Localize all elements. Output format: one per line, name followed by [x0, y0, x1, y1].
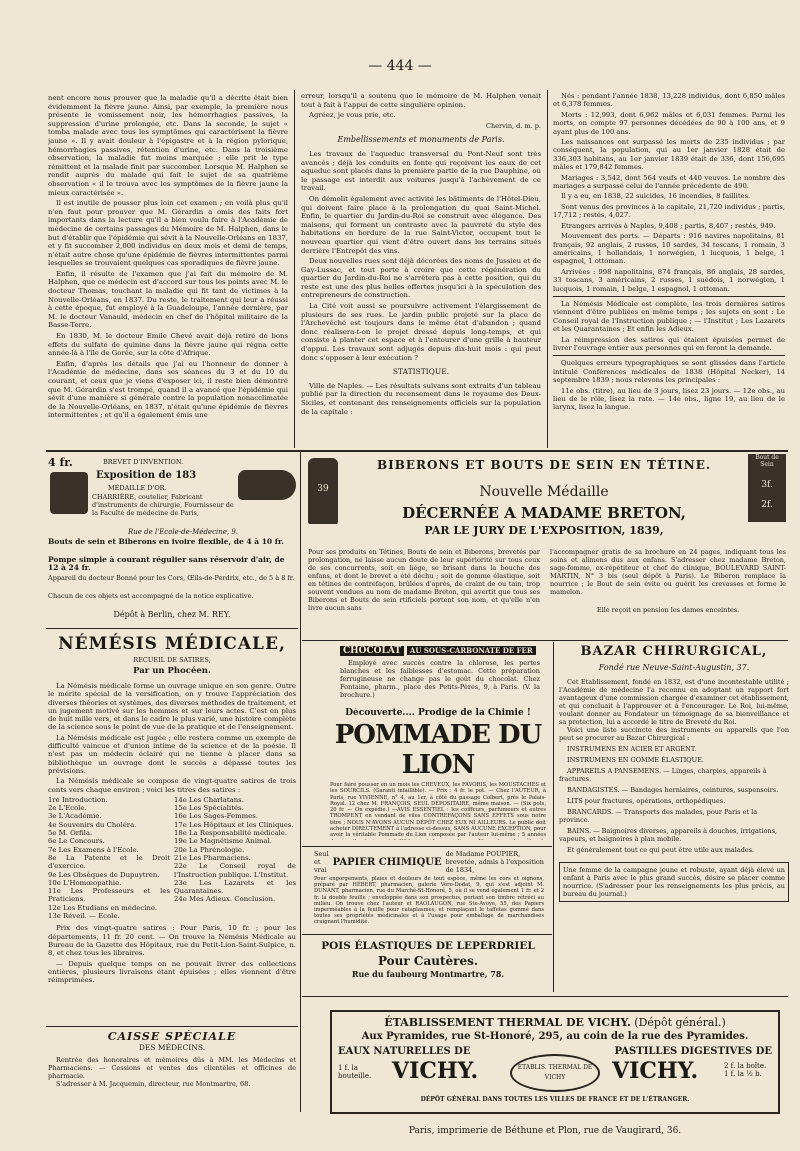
list-item: BRANCARDS. — Transports des malades, pour Paris et la province.: [559, 808, 758, 824]
ad-sub: RECUEIL DE SATIRES,: [133, 656, 211, 664]
list-item: 20e La Phrénologie.: [174, 845, 245, 854]
ad-text: Employé avec succès contre la chlorose, les pertes blanches et les faiblesses d'estomac. Cette préparation ferrugineuse ne change pas le goût du chocolat. Chez Fontaine, pharm., place des Petits-Pères, 9, à Paris. (V. la brochure.): [340, 659, 540, 699]
paragraph: Les naissances ont surpassé les morts de 235 individus ; par conséquent, la population, qui au 1er janvier 1828 était de 336,303 habitans, au 1er janvier 1839 était de 336, dont 156,695 mâles et 179,842 femmes.: [553, 138, 785, 172]
list-item: INSTRUMENS EN GOMME ÉLASTIQUE.: [567, 756, 704, 764]
list-item: LITS pour fractures, opérations, orthopédiques.: [567, 797, 726, 805]
ad-vichy-right: VICHY.: [612, 1058, 699, 1084]
bottle-icon: 39: [308, 458, 338, 524]
ad-nemesis: [48, 632, 296, 1020]
ad-chocolat: [340, 646, 540, 706]
ad-title: CHOCOLAT: [340, 646, 404, 656]
ad-pois: [306, 938, 550, 994]
column-rule: [294, 90, 295, 448]
column-rule: [300, 452, 301, 1112]
ad-title: BIBERONS ET BOUTS DE SEIN EN TÉTINE.: [376, 458, 712, 472]
list-item: 15e Les Spécialités.: [174, 804, 244, 813]
article-column-3: [553, 92, 785, 448]
paragraph: En 1830, M. le docteur Emile Chevé avait déjà retiré de bons effets du sulfate de quinine dans la fièvre jaune qui régna cette année-là à l'île de Gorée, sur la côte d'Afrique.: [48, 332, 288, 358]
paragraph: Mouvement des ports. — Départs : 916 navires napolitains, 81 français, 92 anglais, 2 russes, 10 sardes, 34 toscans, 1 romain, 3 américains, 1 hollandais, 1 norwégien, 1 lucquois, 1 belge, 1 espagnol, 1 ottoman.: [553, 232, 785, 266]
ad-medal: MÉDAILLE D'OR.: [108, 484, 167, 492]
list-item: 14e Les Charlatans.: [174, 795, 244, 804]
ad-right: de Madame POUPIER, brevetée, admis à l'exposition de 1834,: [445, 850, 544, 874]
ad-sub: Fondé rue Neuve-Saint-Augustin, 37.: [598, 663, 750, 672]
satire-list-left: [48, 796, 170, 920]
list-item: INSTRUMENS EN ACIER ET ARGENT.: [567, 745, 697, 753]
ad-text: Rentrée des honoraires et mémoires dûs à MM. les Médecins et Pharmaciens. — Cessions et ventes des clientèles et officines de pharmacie.: [48, 1056, 296, 1080]
article-column-2: [301, 92, 541, 448]
imprint: Paris, imprimerie de Béthune et Plon, rue de Vaugirard, 36.: [408, 1126, 682, 1136]
list-item: 7e Les Examens à l'Ecole.: [48, 845, 139, 854]
ad-disc: Découverte.... Prodige de la Chimie !: [345, 708, 531, 718]
ad-papier: [314, 850, 544, 930]
paragraph: Sont venus des provinces à la capitale, 21,720 individus ; partis, 17,712 ; restés, 4,027.: [553, 202, 785, 220]
ad-title: PAPIER CHIMIQUE: [332, 856, 442, 868]
ad-pastilles: PASTILLES DIGESTIVES DE: [614, 1046, 772, 1057]
bout-de-sein-icon: Bout de Sein 3f. 2f.: [748, 454, 786, 522]
ad-nourrice: Une femme de la campagne jeune et robuste, ayant déjà élevé un enfant à Paris avec le plus grand succès, désire se placer comme nourrice. (S'adresser pour les renseignements les plus précis, au bureau du journal.): [559, 862, 789, 902]
paragraph: — Depuis quelque temps on ne pouvait livrer des collections entières, plusieurs livraisons étant épuisées ; elles viennent d'être réimprimées.: [48, 959, 296, 985]
ad-address: Rue de l'Ecole-de-Médecine, 9.: [128, 528, 239, 536]
article-column-1: [48, 94, 288, 444]
paragraph: Enfin, d'après les détails que j'ai eu l'honneur de donner à l'Académie de médecine, dans ses séances du 3 et du 10 du courant, et ceux que je viens d'exposer ici, il reste bien démontré que M. Gérardin s'est trompé, quand il a avancé que l'épidémie qui sévit d'une manière si générale contre la population nonacclimatée de la Nouvelle-Orléans, en 1837, n'était qu'une épidémie de fièvres intermittentes ; et qu'il a également émis une: [48, 359, 288, 420]
paragraph: Prix des vingt-quatre satires : Pour Paris, 10 fr. ; pour les départements, 11 fr. 20 cent. — On trouve la Némésis Médicale au Bureau de la Gazette des Hôpitaux, rue du Petit-Lion-Saint-Sulpice, n. 8, et chez tous les libraires.: [48, 924, 296, 958]
ad-price: 2 f. la boîte. 1 f. la ½ b.: [724, 1062, 767, 1078]
list-item: 23e Les Lazarets et les Quarantaines.: [174, 878, 296, 896]
feeding-bottle-icon: [238, 470, 296, 500]
ad-text: Elle reçoit en pension les dames enceintes.: [596, 606, 740, 614]
list-item: 19e Le Magnétisme Animal.: [174, 837, 272, 846]
ad-title: NÉMÉSIS MÉDICALE,: [58, 634, 286, 654]
paragraph: Etrangers arrivés à Naples, 9,408 ; partis, 8,407 ; restés, 949.: [561, 221, 776, 230]
ad-decerne: DÉCERNÉE A MADAME BRETON,: [402, 504, 686, 522]
ad-title: ÉTABLISSEMENT THERMAL DE VICHY.: [384, 1016, 631, 1029]
ad-text: Pour engorgements, plaies et douleurs de tout espèce, même les cors et oignons, préparé par HÉBERT, pharmacien, galerie Véro-Dodat, 9, qui s'est adjoint M. DUNANT, pharmacien, rue du Marché-St-Honoré, 5, où il se vend également 1 fr. et 2 fr. la double feuille ; enveloppée dans son prospectus, portant son timbre rétréci au milieu. On trouve chez l'auteur et RAOLAUGON, rue Ste-Avoye, 55, des Papiers imperméables à la feuille pour cataplasmes, et remplaçant le taffetas gommé dans toutes ses propriétés médicinales et à l'usage pour emballage de marchandises craignant l'humidité.: [314, 876, 544, 926]
paragraph: 11e obs. (titre), au lieu de 3 jours, lisez 23 jours. — 12e obs., au lieu de le rôle, lisez la rate. — 14e obs., ligne 19, au lieu de le larynx, lisez la langue.: [553, 386, 785, 412]
list-item: 4e Souvenirs du Choléra.: [48, 820, 137, 829]
paragraph: La réimpression des satires qui étaient épuisées permet de livrer l'ouvrage entier aux personnes qui en feront la demande.: [553, 335, 785, 352]
ad-vichy: [330, 1010, 780, 1114]
paragraph: La Némésis Médicale est complète, les trois dernières satires viennent d'être publiées en même temps ; les sujets en sont : Le Conseil royal de l'Instruction publique ; — l'Institut ; Les Lazarets et les Quarantaines ; Et enfin les Adieux.: [553, 299, 785, 334]
list-item: 16e Les Sages-Femmes.: [174, 812, 258, 821]
ad-text: Cet Etablissement, fondé en 1832, est d'une incontestable utilité ; l'Académie de médecine l'a reconnu en adoptant un rapport fort avantageux d'une commission chargée d'examiner cet établissement, et qui concluait à l'approuver et à l'encourager. Le Roi, lui-même, voulant donner au Fondateur un témoignage de sa bienveillance et sa protection, lui a accordé le titre de Breveté du Roi.: [559, 678, 789, 726]
column-rule: [553, 642, 554, 992]
satire-list-right: [174, 796, 296, 920]
list-item: 17e Les Hôpitaux et les Cliniques.: [174, 820, 294, 829]
ad-title: POMMADE DU LION: [334, 720, 542, 780]
paragraph: La Némésis médicale se compose de vingt-quatre satires de trois cents vers chaque environ ; voici les titres des satires :: [48, 777, 296, 794]
ad-sub: DES MÉDECINS.: [138, 1043, 206, 1052]
list-item: 18e La Responsabilité médicale.: [174, 829, 288, 838]
ad-jury: PAR LE JURY DE L'EXPOSITION, 1839,: [424, 524, 664, 537]
list-item: 10e L'Homœopathie.: [48, 878, 122, 887]
ad-bazar: [559, 644, 789, 992]
paragraph: Deux nouvelles rues sont déjà décorées des noms de Jussieu et de Gay-Lussac, et tout porte à croire que cette régénération du quartier du Jardin-du-Roi ne s'arrêtera pas à cette position, qui du reste est une des plus belles offertes jusqu'ici à la spéculation des entrepreneurs de construction.: [301, 257, 541, 300]
ad-title: POIS ÉLASTIQUES DE LEPERDRIEL: [321, 940, 535, 952]
list-item: Et généralement tout ce qui peut être utile aux malades.: [567, 846, 755, 854]
ad-price: 1 f. la bouteille.: [338, 1064, 372, 1080]
list-item: 24e Mes Adieux. Conclusion.: [174, 895, 276, 904]
paragraph: Ville de Naples. — Les résultats suivans sont extraits d'un tableau publié par la direction du recensement dans le royaume des Deux-Siciles, et contenant des renseignements officiels sur la population de la capitale :: [301, 381, 541, 416]
ad-pommade: [330, 708, 546, 840]
section-rule: [46, 1026, 298, 1027]
section-rule: [302, 640, 788, 641]
column-rule: [547, 90, 548, 448]
paragraph: Il y a eu, en 1838, 22 suicides, 16 incendies, 8 faillites.: [561, 192, 751, 201]
list-item: BANDAGISTES. — Bandages herniaires, ceintures, suspensoirs.: [567, 786, 779, 794]
ad-sub: AU SOUS-CARBONATE DE FER: [407, 646, 536, 655]
paragraph: Arrivées : 998 napolitains, 874 français, 86 anglais, 28 sardes, 33 toscans, 3 américains, 2 russes, 1 suédois, 1 norwégien, 1 lucquois, 1 romain, 1 belge, 1 espagnol, 1 ottoman.: [553, 267, 785, 293]
ad-depot: Dépôt à Berlin, chez M. REY.: [113, 610, 231, 619]
paragraph: La Cité voit aussi se poursuivre activement l'élargissement de plusieurs de ses rues. Le jardin public projeté sur la place de l'Archevêché est toujours dans le même état d'abandon ; quand donc réalisera-t-on le projet dressé depuis long-temps, et qui consiste à planter cet espace et à l'entourer d'une grille à hauteur d'appui. Les travaux sont adjugés depuis dix-huit mois : qui peut donc s'opposer à leur exécution ?: [301, 302, 541, 362]
ad-line: Chacun de ces objets est accompagné de la notice explicative.: [48, 592, 254, 600]
section-rule: [46, 628, 298, 629]
paragraph: Mariages : 3,542, dont 564 veufs et 440 veuves. Le nombre des mariages a surpassé celui de l'année précédente de 490.: [553, 173, 785, 191]
section-rule: [302, 846, 552, 847]
paragraph: Morts : 12,993, dont 6,962 mâles et 6,031 femmes. Parmi les morts, on compte 97 personnes décédées de 90 à 100 ans, et 9 ayant plus de 100 ans.: [553, 110, 785, 136]
list-item: 2e L'Ecole.: [48, 804, 87, 813]
list-item: 1re Introduction.: [48, 795, 108, 804]
list-item: 5e M. Orfila.: [48, 829, 93, 838]
paragraph: Enfin, il résulte de l'examen que j'ai fait du mémoire de M. Halphen, que ce médecin est d'accord sur tous les points avec M. le docteur Thomas, touchant la maladie qui fit tant de victimes à la Nouvelle-Orléans, en 1837. Du reste, le traitement qui leur a réussi à cette époque, fut employé à la Guadeloupe, l'année dernière, par M. le docteur Vanauld, médecin en chef de l'hôpital militaire de la Basse-Terre.: [48, 269, 288, 330]
paragraph: Nés : pendant l'année 1838, 13,228 individus, dont 6,850 mâles et 6,378 femmes.: [553, 92, 785, 109]
ad-eaux: EAUX NATURELLES DE: [338, 1046, 471, 1057]
ad-vichy-left: VICHY.: [392, 1058, 479, 1084]
paragraph: La Némésis médicale forme un ouvrage unique en son genre. Outre le mérite spécial de la versification, on y trouve l'appréciation des diverses théories et systèmes, des diverses méthodes de traitement, et un jugement motivé sur les hommes et sur leurs actes. C'est en plus de huit mille vers, et dans le cadre le plus varié, une histoire complète de la science sous le point de vue de la pratique et de l'enseignement.: [48, 682, 296, 732]
section-rule: [302, 934, 552, 935]
list-item: 12e Les Etudians en médecine.: [48, 903, 158, 912]
paragraph: erreur, lorsqu'il a soutenu que le mémoire de M. Halphen venait tout à fait à l'appui de cette singulière opinion.: [301, 92, 541, 109]
ad-expo: Exposition de 183: [96, 470, 197, 481]
ad-text: Voici une liste succincte des instruments ou appareils que l'on peut se procurer au Bazar Chirurgical :: [559, 726, 789, 742]
ad-text: S'adresser à M. Jacquemin, directeur, rue Montmartre, 68.: [56, 1080, 251, 1088]
paragraph: La Némésis médicale est jugée ; elle restera comme un exemple de difficulté vaincue et d'union intime de la science et de la poésie. Il n'est pas un médecin éclairé qui ne tienne à placer dans sa bibliothèque un ouvrage dont le succès a dépassé toutes les prévisions.: [48, 733, 296, 775]
ad-price: 4 fr.: [48, 456, 73, 469]
paragraph: nent encore nous prouver que la maladie qu'il a décrite était bien évidemment la fièvre jaune. Ainsi, par exemple, la première nous présente le vomissement noir, les hémorrhagies passives, la suppression d'urine prolongée, etc. Dans la seconde, le sujet « tomba malade avec tous les symptômes qui caractérisent la fièvre jaune ». Il y avait douleur à l'épigastre et à la région pylorique, hémorrhagies passives, rétention d'urine, etc. Dans la troisième observation, la maladie fut moins marquée ; elle prit le type rémittent et la malade finit par succomber. Lorsque M. Halphen se rendit auprès du malade qui fait le sujet de sa quatrième observation « il le trouva avec les symptômes de la fièvre jaune la mieux caractérisée ».: [48, 94, 288, 197]
ad-addr: Aux Pyramides, rue St-Honoré, 295, au coin de la rue des Pyramides.: [361, 1031, 749, 1042]
list-item: 22e Le Conseil royal de l'Instruction publique. L'Institut.: [174, 862, 296, 879]
ad-title: BAZAR CHIRURGICAL,: [580, 644, 768, 659]
section-heading: STATISTIQUE.: [392, 367, 450, 377]
list-item: 21e Les Pharmaciens.: [174, 853, 251, 862]
list-item: BAINS. — Baignoires diverses, appareils à douches, irrigations, vapeurs, et baignoires à plan mobile.: [559, 827, 778, 843]
vichy-seal-icon: ETABLIS. THERMAL DE VICHY: [510, 1054, 600, 1092]
section-heading: Embellissements et monuments de Paris.: [337, 135, 505, 145]
list-item: 11e Les Professeurs et les Praticiens.: [48, 887, 170, 904]
signature: Chervin, d. m. p.: [486, 121, 541, 130]
paragraph: On démolit également avec activité les bâtiments de l'Hôtel-Dieu, qui doivent faire place à la prolongation du quai Saint-Michel. Enfin, le quartier du Jardin-du-Roi se construit avec élégance. Des maisons, qui forment un contraste avec la pauvreté du style des habitations en bordure de la rue Saint-Victor, occupent tout le nouveau quartier qui vient d'être ouvert dans les terrains situés derrière l'Entrepôt des vins.: [301, 194, 541, 255]
page-number: — 444 —: [368, 58, 432, 74]
ad-text: l'accompagner gratis de sa brochure en 24 pages, indiquant tous les soins et alimens dus aux enfans. S'adresser chez madame Breton, sage-femme, ex-répétiteur et chef de clinique, BOULEVARD SAINT-MARTIN, N° 3 bis (seul dépôt à Paris). Le Biberon remplace la nourrice ; le Bout de sein évite ou guérit les crevasses et forme le mamelon.: [550, 548, 786, 596]
list-item: 8e La Patente et le Droit d'exercice.: [48, 853, 170, 871]
ad-text: Pour ses produits en Tétines, Bouts de sein et Biberons, brevetés par prolongation, ne laisse aucun doute de leur supériorité sur tous ceux de ses concurrents, soit en liége, se brisant dans la bouche des enfans, et dont le brevet a été déchu ; soit de gomme élastique, soit en tétines de contrefaçon, brûlées d'après, de craint de ou tain, trop souvent vendues au nom de madame Breton, qui avertit que tous ses Biberons et Bouts de sein rtificiels portent son nom, et qu'elle n'en livre aucun sans: [308, 548, 540, 612]
paragraph: Les travaux de l'aqueduc transversal du Pont-Neuf sont très avancés ; déjà les conduits en fonte qui reçoivent les eaux de cet aqueduc sont placés dans la première partie de la rue Dauphine, où le passage est interdit aux voitures jusqu'à l'achèvement de ce travail.: [301, 149, 541, 193]
ad-medal: Nouvelle Médaille: [479, 484, 609, 500]
section-rule: [46, 450, 788, 452]
list-item: 9e Les Obsèques de Dupuytren.: [48, 870, 160, 879]
paragraph: Il est inutile de pousser plus loin cet examen ; en voilà plus qu'il n'en faut pour prouver que M. Gérardin a omis des faits fort importants dans la lecture qu'il a bien voulu faire à l'Académie de médecine de certains passages du Mémoire de M. Halphen, dans le but d'établir que l'épidémie qui sévit à la Nouvelle-Orléans en 1837, et y fit succomber 2,000 individus en deux mois et demi de temps, n'était autre chose qu'une épidémie de fièvres intermittentes parmi lesquelles se trouvaient quelques cas sporadiques de fièvre jaune.: [48, 199, 288, 268]
ad-maker: CHARRIÈRE, coutelier, Fabricant d'instruments de chirurgie, Fournisseur de la Faculté de médecine de Paris,: [92, 493, 234, 517]
ad-text: Pour faire pousser en un mois les CHEVEUX, les FAVORIS, les MOUSTACHES et les SOURCILS. (Garanti infaillible). — Prix : 4 fr. le pot. — Chez l'AUTEUR, à Paris, rue VIVIENNE, n° 4, au 1er, à côté du passage Colbert, près le Palais-Royal. 12 chez M. FRANÇOIS, SEUL DÉPOSITAIRE, même maison. — (Six pots, 20 fr. — On expédie.) —AVIS ESSENTIEL : les coiffeurs, parfumeurs et autres TROMPENT en vendant de viles CONTREFAÇONS SANS EFFETS sous notre titre ; NOUS N'AVONS AUCUN DÉPÔT CHEZ EUX NI AILLEURS. Le public doit acheter DIRECTEMENT à l'adresse ci-dessus, SANS AUCUNE EXCEPTION, pour avoir la véritable Pommade du Lion composée par l'auteur lui-même ; 5 années: [330, 782, 546, 839]
ad-biberons: [304, 454, 788, 638]
ad-gen: (Dépôt général.): [634, 1016, 726, 1029]
ad-line: Pompe simple à courant régulier sans réservoir d'air, de 12 à 24 fr.: [48, 555, 285, 572]
list-item: APPAREILS A PANSEMENS. — Linges, charpies, appareils à fractures.: [559, 767, 767, 783]
paragraph: Quelques erreurs typographiques se sont glissées dans l'article intitulé Conférences médicales de 1838 (Hôpital Necker), 14 septembre 1839 ; nous relevons les principales :: [553, 359, 785, 385]
ad-title: CAISSE SPÉCIALE: [107, 1030, 237, 1043]
ad-seul: Seul et vrai: [314, 850, 329, 874]
ad-addr: Rue du faubourg Montmartre, 78.: [351, 969, 505, 979]
ad-brevet: BREVET D'INVENTION.: [103, 458, 184, 466]
list-item: 3e L'Académie.: [48, 812, 102, 821]
ad-sub: Pour Cautères.: [377, 954, 479, 968]
syringe-pump-icon: [50, 472, 88, 514]
bazar-items: [559, 745, 789, 854]
ad-line: Bouts de sein et Biberons en ivoire flexible, de 4 à 10 fr.: [48, 537, 284, 546]
ad-depot: DÉPÔT GÉNÉRAL DANS TOUTES LES VILLES DE FRANCE ET DE L'ÉTRANGER.: [420, 1096, 690, 1103]
ad-line: Appareil du docteur Bonné pour les Cors, Œils-de-Perdrix, etc., de 5 à 8 fr.: [48, 574, 295, 582]
ad-charriere: [48, 456, 296, 626]
list-item: 13e Réveil. — Ecole.: [48, 912, 120, 921]
ad-by: Par un Phocéen.: [133, 666, 211, 676]
paragraph: Agréez, je vous prie, etc.: [309, 111, 396, 120]
list-item: 6e Le Concours.: [48, 837, 105, 846]
section-rule: [302, 996, 788, 997]
ad-caisse: [48, 1030, 296, 1116]
